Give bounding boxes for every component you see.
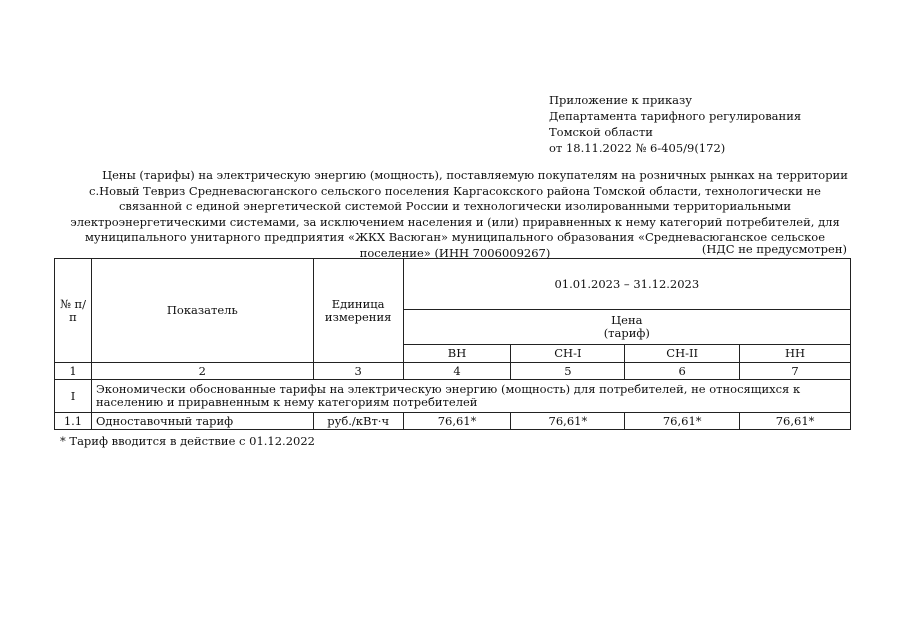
document-title-text: Цены (тарифы) на электрическую энергию (мощность), поставляемую покупателям на розничных рынках на территории с.Новый Тевриз Средневасюганского сельского поселения Каргасокского района Томской области, технологически не связанной с единой энергетической системой России и технологически изолированными территориальными электроэнергетическими системами, за исключением населения и (или) приравненных к нему категорий потребителей, для муниципального унитарного предприятия «ЖКХ Васюган» муниципального образования «Средневасюганское сельское поселение» (ИНН 7006009267) [70, 168, 848, 260]
header-level-sn1: СН-I [511, 345, 625, 363]
section-title: Экономически обоснованные тарифы на электрическую энергию (мощность) для потребителей, не относящихся к населению и приравненным к нему категориям потребителей [91, 380, 850, 413]
header-level-nn: НН [740, 345, 851, 363]
appendix-line: Департамента тарифного регулирования [549, 109, 802, 123]
header-num: № п/п [55, 259, 92, 363]
section-num: I [55, 380, 92, 413]
header-price [403, 310, 850, 345]
row-value-nn: 76,61* [740, 413, 851, 430]
column-number: 3 [313, 363, 403, 380]
column-number: 7 [740, 363, 851, 380]
header-price-sub: (тариф) [603, 326, 650, 340]
column-number: 1 [55, 363, 92, 380]
vat-note: (НДС не предусмотрен) [701, 242, 847, 256]
row-unit: руб./кВт·ч [313, 413, 403, 430]
tariff-table [54, 258, 851, 430]
header-price-label: Цена [611, 313, 643, 327]
footnote: * Тариф вводится в действие с 01.12.2022 [60, 434, 315, 448]
row-value-sn1: 76,61* [511, 413, 625, 430]
appendix-order-date: от 18.11.2022 № 6-405/9(172) [549, 141, 726, 155]
row-value-sn2: 76,61* [625, 413, 740, 430]
header-period: 01.01.2023 – 31.12.2023 [403, 259, 850, 310]
column-number: 5 [511, 363, 625, 380]
appendix-line: Приложение к приказу [549, 93, 693, 107]
column-number: 4 [403, 363, 511, 380]
column-number: 2 [91, 363, 313, 380]
appendix-header [549, 92, 801, 156]
header-indicator: Показатель [91, 259, 313, 363]
row-value-vn: 76,61* [403, 413, 511, 430]
header-unit: Единица измерения [313, 259, 403, 363]
row-num: 1.1 [55, 413, 92, 430]
header-level-vn: ВН [403, 345, 511, 363]
column-number: 6 [625, 363, 740, 380]
appendix-line: Томской области [549, 125, 653, 139]
table-row [55, 413, 851, 430]
header-level-sn2: СН-II [625, 345, 740, 363]
row-name: Одноставочный тариф [91, 413, 313, 430]
